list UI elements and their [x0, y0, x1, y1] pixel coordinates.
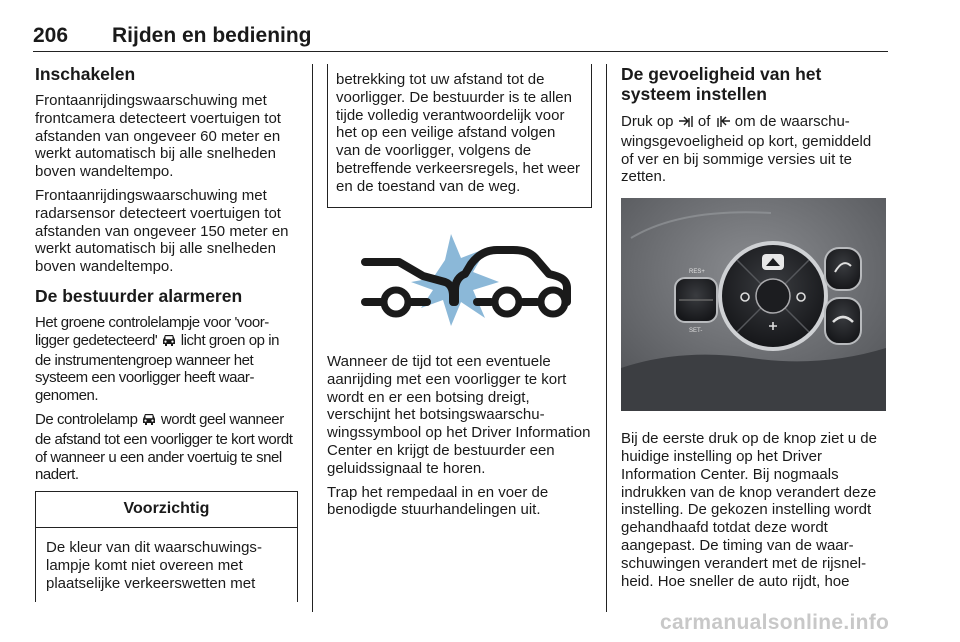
- sensitivity-up-icon: [678, 115, 694, 133]
- page-title: Rijden en bediening: [112, 24, 312, 47]
- heading-bestuurder-alarmeren: De bestuurder alarmeren: [35, 285, 243, 306]
- page-number: 206: [33, 24, 69, 47]
- paragraph: Frontaanrijdingswaarschuwing met frontcamera detecteert voertuigen tot afstanden van ongeveer 60 meter en werkt automatisch bij alle snelheden boven wandeltempo.: [35, 92, 281, 181]
- sensitivity-down-icon: [715, 115, 731, 133]
- steering-wheel-controls-photo: [621, 198, 886, 411]
- text: Het groene controlelampje voor 'voorligger gedetecteerd': [35, 313, 270, 349]
- paragraph: Wanneer de tijd tot een eventuele aanrijding met een voorligger te kort wordt en er een botsing dreigt, verschijnt het botsingswaarschuwingssymbool op het Driver Information Center en krijgt de bestuurder een geluidssignaal te horen.: [327, 353, 591, 477]
- text: of: [697, 113, 711, 130]
- phone-button: [825, 248, 861, 290]
- vehicle-ahead-icon: [141, 412, 157, 431]
- paragraph: [621, 113, 886, 186]
- column-divider: [312, 64, 313, 612]
- text: De controlelamp: [35, 410, 138, 428]
- text: om de waarschuwingsgevoeligheid op kort, gemiddeld of ver en bij sommige versies uit te zetten.: [621, 113, 872, 186]
- text: Druk op: [621, 113, 674, 130]
- watermark: carmanualsonline.info: [660, 611, 890, 634]
- warning-title: Voorzichtig: [36, 492, 297, 528]
- vehicle-ahead-icon: [161, 333, 177, 352]
- paragraph: [35, 314, 298, 405]
- column-divider: [606, 64, 607, 612]
- collision-warning-illustration: [327, 226, 592, 332]
- column-middle: [327, 64, 592, 525]
- paragraph: Trap het rempedaal in en voer de benodigde stuurhandelingen uit.: [327, 483, 549, 519]
- text: licht groen op in de instrumentengroep wanneer het systeem een voorligger heeft waargenomen.: [35, 331, 279, 405]
- set-label: SET-: [689, 328, 703, 335]
- phone-end-button: [825, 298, 861, 344]
- column-left: [35, 64, 298, 602]
- center-button: [756, 279, 790, 313]
- paragraph: Bij de eerste druk op de knop ziet u de huidige instelling op het Driver Information Center. Bij nogmaals indrukken van de knop verandert deze instelling. De gekozen instelling wordt gehandhaafd totdat deze wordt aangepast. De timing van de waarschuwingen verandert met de rijsnelheid. Hoe sneller de auto rijdt, hoe: [621, 430, 877, 590]
- warning-text: De kleur van dit waarschuwingslampje komt niet overeen met plaatselijke verkeerswetten met: [46, 539, 262, 592]
- column-right: [621, 64, 886, 596]
- paragraph: [35, 411, 298, 484]
- warning-box-continued: betrekking tot uw afstand tot de voorligger. De bestuurder is te allen tijde volledig verantwoordelijk voor het op een veilige afstand volgen van de voorligger, volgens de betreffende verkeersregels, het weer en de toestand van de weg.: [327, 64, 592, 208]
- heading-gevoeligheid-instellen: De gevoeligheid van het systeem instellen: [621, 64, 822, 104]
- res-label: RES+: [689, 269, 705, 276]
- warning-box: [35, 491, 298, 602]
- heading-inschakelen: Inschakelen: [35, 64, 136, 84]
- paragraph: Frontaanrijdingswaarschuwing met radarsensor detecteert voertuigen tot afstanden van ongeveer 150 meter en werkt automatisch bij alle snelheden boven wandeltempo.: [35, 186, 289, 276]
- text: wordt geel wanneer de afstand tot een voorligger te kort wordt of wanneer u een ander voertuig te snel nadert.: [35, 410, 293, 484]
- page-header: [33, 24, 888, 52]
